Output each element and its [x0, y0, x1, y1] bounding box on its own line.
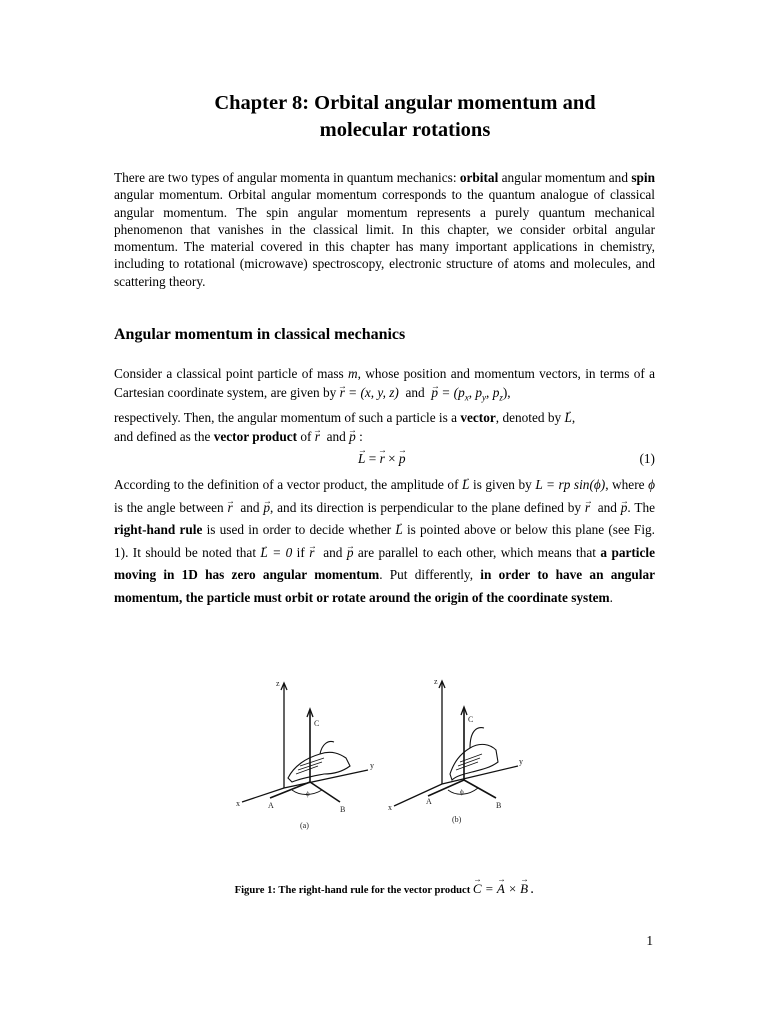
- body-text: respectively. Then, the angular momentum of such a particle is a: [114, 409, 458, 425]
- comma: ,: [468, 385, 476, 400]
- body-text: of: [300, 428, 312, 444]
- vector-L: → L: [462, 474, 469, 497]
- body-text: is the angle between: [114, 499, 224, 515]
- vector-A: → A: [497, 881, 505, 897]
- label-x-a: x: [236, 799, 240, 808]
- vector-p: → p: [399, 451, 406, 467]
- symbol-p: p: [475, 385, 483, 400]
- equation-1: [114, 451, 655, 469]
- label-a-a: A: [268, 801, 274, 810]
- body-text: .: [609, 589, 613, 605]
- bold-orbit-requirement: in order to have an angular momentum, the particle must orbit or rotate around the origin of the coordinate system: [114, 567, 656, 605]
- caption-math: [473, 881, 528, 896]
- vector-L: → L: [395, 519, 402, 542]
- body-text: . The: [627, 499, 655, 515]
- intro-bold-spin: spin: [631, 170, 655, 185]
- figure-panel-a: [242, 683, 368, 802]
- body-text: and: [405, 385, 425, 400]
- section-heading: Angular momentum in classical mechanics: [114, 326, 406, 343]
- panel-label-a: (a): [300, 821, 309, 830]
- equation-body: [358, 451, 406, 467]
- body-text: and defined as the: [114, 428, 211, 444]
- hand-icon-b: [450, 744, 498, 780]
- vector-p: → p: [621, 497, 628, 520]
- symbol-p: p: [492, 385, 500, 400]
- intro-text-3: angular momentum. Orbital angular momentum corresponds to the quantum analogue of classical angular momentum. The spin angular momentum represents a purely quantum mechanical phenomenon that vanishes in the classical limit. In this chapter, we consider orbital angular momentum. The material covered in this chapter has many important applications in chemistry, including to rotational (microwave) spectroscopy, electronic structure of atoms and molecules, and scattering theory.: [114, 187, 655, 289]
- axis-x-b: [394, 784, 442, 806]
- definition-paragraph: [114, 474, 655, 609]
- caption-period: .: [530, 885, 534, 896]
- vector-p: → p: [263, 497, 270, 520]
- equals-sign: =: [368, 451, 377, 466]
- body-text: and: [326, 428, 346, 444]
- label-a-b: A: [426, 797, 432, 806]
- body-text: is pointed above or below this plane (see Fig. 1). It should be noted that: [114, 522, 655, 560]
- body-text: and: [240, 499, 260, 515]
- chapter-title-line-2: molecular rotations: [319, 119, 491, 141]
- vector-b-a: [310, 782, 340, 802]
- subscript-z: z: [499, 392, 503, 403]
- bold-vector: vector: [460, 409, 496, 425]
- body-text: , whose position and momentum vectors, in terms of a Cartesian coordinate system, are given by: [114, 366, 655, 400]
- body-text: Consider a classical point particle of mass: [114, 366, 344, 381]
- vector-p: → p: [347, 542, 354, 565]
- chapter-title: [100, 90, 710, 144]
- body-text: are parallel to each other, which means that: [357, 544, 596, 560]
- vector-r: → r: [315, 427, 320, 446]
- intro-paragraph: [114, 169, 655, 290]
- bold-1d-zero: a particle moving in 1D has zero angular momentum: [114, 544, 656, 582]
- subscript-x: x: [464, 392, 469, 403]
- axis-y-b: [442, 766, 518, 784]
- label-y-a: y: [370, 761, 374, 770]
- label-phi-b: ϕ: [460, 788, 464, 796]
- bold-vector-product: vector product: [213, 428, 298, 444]
- vector-p: → p: [431, 383, 438, 402]
- caption-text: Figure 1: The right-hand rule for the vector product: [234, 885, 471, 896]
- vector-r: → r: [309, 542, 314, 565]
- p-definition: = (p: [441, 385, 465, 400]
- vector-r: → r: [340, 383, 345, 402]
- right-hand-rule-figure: [228, 670, 528, 832]
- symbol-m: m: [348, 366, 358, 381]
- intro-bold-orbital: orbital: [459, 170, 499, 185]
- intro-text-2: angular momentum and: [498, 170, 632, 185]
- body-text: . Put differently,: [379, 567, 474, 582]
- body-text: ),: [502, 385, 511, 400]
- vector-B: → B: [520, 881, 528, 897]
- label-y-b: y: [519, 757, 523, 766]
- label-z-a: z: [276, 679, 280, 688]
- body-text: , where: [605, 477, 645, 492]
- vector-L: → L: [358, 451, 365, 467]
- body-text: is given by: [473, 477, 532, 492]
- vector-r: → r: [380, 451, 385, 467]
- cross-sign: ×: [508, 881, 517, 896]
- label-z-b: z: [434, 677, 438, 686]
- amplitude-formula: L = rp sin(ϕ): [535, 477, 606, 492]
- chapter-title-line-1: Chapter 8: Orbital angular momentum and: [214, 92, 596, 114]
- vector-b-b: [464, 780, 496, 798]
- body-text: and: [323, 544, 343, 560]
- vector-L: → L: [565, 408, 572, 427]
- body-text: if: [296, 544, 305, 560]
- panel-label-b: (b): [452, 815, 462, 824]
- figure-panel-b: [394, 681, 518, 806]
- body-text: According to the definition of a vector product, the amplitude of: [114, 477, 459, 492]
- body-text: , and its direction is perpendicular to the plane defined by: [270, 499, 582, 515]
- zero-L: = 0: [272, 544, 293, 560]
- classical-paragraph: Consider a classical point particle of mass m, whose position and momentum vectors, in terms of a Cartesian coordinate system, are given by → r = (x, y, z) and → $p = (p_x$, $p_y$, $p_z$), respectively. Then, the angular momentum of such a particle is a vector, denoted by → L, and defined as the vector product of → r and → p :: [114, 364, 655, 446]
- cross-sign: ×: [388, 451, 396, 466]
- body-text: and: [597, 499, 617, 515]
- label-x-b: x: [388, 803, 392, 812]
- hand-icon-a: [288, 752, 350, 782]
- r-definition: = (x, y, z): [348, 385, 399, 400]
- axis-y-a: [284, 770, 368, 788]
- label-b-a: B: [340, 805, 346, 814]
- vector-r: → r: [228, 497, 233, 520]
- symbol-phi: ϕ: [648, 477, 655, 492]
- label-c-b: C: [468, 715, 474, 724]
- label-c-a: C: [314, 719, 320, 728]
- vector-r: → r: [585, 497, 590, 520]
- body-text: , denoted by: [495, 409, 562, 425]
- vector-L: → L: [260, 542, 267, 565]
- equation-number: (1): [639, 451, 655, 466]
- label-b-b: B: [496, 801, 502, 810]
- equals-sign: =: [484, 881, 494, 896]
- body-text: is used in order to decide whether: [206, 522, 392, 537]
- intro-text-1: There are two types of angular momenta in quantum mechanics:: [114, 170, 460, 185]
- page-number: 1: [646, 933, 653, 948]
- vector-p: → p: [349, 427, 356, 446]
- comma: ,: [486, 385, 493, 400]
- bold-right-hand-rule: right-hand rule: [114, 522, 203, 537]
- subscript-y: y: [482, 392, 487, 403]
- body-text: :: [359, 428, 363, 444]
- label-phi-a: ϕ: [306, 790, 310, 798]
- vector-C: → C: [473, 881, 482, 897]
- figure-caption: [0, 881, 768, 897]
